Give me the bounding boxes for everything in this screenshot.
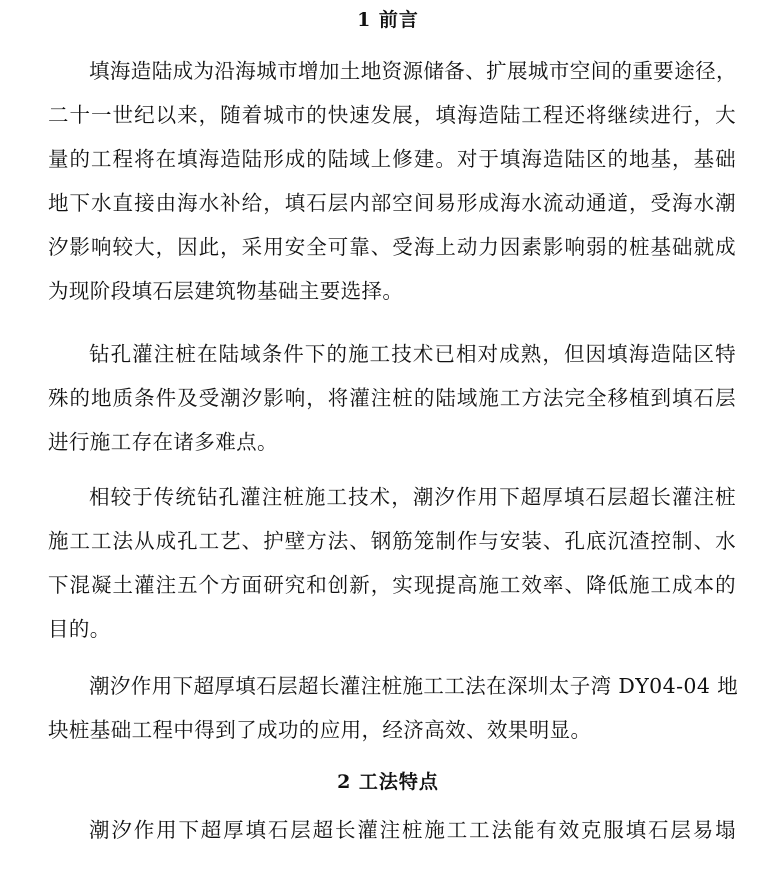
paragraph-line: 填海造陆成为沿海城市增加土地资源储备、扩展城市空间的重要途径， [89, 59, 737, 83]
paragraph-3 [48, 475, 736, 651]
section-heading-features: 2 工法特点 [337, 771, 439, 793]
section-heading-preface: 1 前言 [357, 9, 419, 31]
paragraph-line: 殊的地质条件及受潮汐影响，将灌注桩的陆域施工方法完全移植到填石层 [48, 386, 736, 410]
paragraph-line: 潮汐作用下超厚填石层超长灌注桩施工工法在深圳太子湾 DY04-04 地 [89, 674, 739, 698]
paragraph-line: 目的。 [48, 617, 111, 641]
paragraph-line: 下混凝土灌注五个方面研究和创新，实现提高施工效率、降低施工成本的 [48, 573, 736, 597]
paragraph-line: 块桩基础工程中得到了成功的应用，经济高效、效果明显。 [48, 718, 592, 742]
paragraph-5 [48, 808, 736, 852]
paragraph-line: 汐影响较大，因此，采用安全可靠、受海上动力因素影响弱的桩基础就成 [48, 235, 736, 259]
paragraph-line: 相较于传统钻孔灌注桩施工技术，潮汐作用下超厚填石层超长灌注桩 [89, 485, 736, 509]
paragraph-line: 进行施工存在诸多难点。 [48, 430, 278, 454]
paragraph-line: 潮汐作用下超厚填石层超长灌注桩施工工法能有效克服填石层易塌 [89, 818, 736, 842]
paragraph-line: 为现阶段填石层建筑物基础主要选择。 [48, 279, 404, 303]
paragraph-line: 二十一世纪以来，随着城市的快速发展，填海造陆工程还将继续进行，大 [48, 103, 736, 127]
paragraph-line: 地下水直接由海水补给，填石层内部空间易形成海水流动通道，受海水潮 [48, 191, 736, 215]
paragraph-2 [48, 332, 736, 464]
paragraph-line: 施工工法从成孔工艺、护壁方法、钢筋笼制作与安装、孔底沉渣控制、水 [48, 529, 736, 553]
paragraph-1 [48, 49, 736, 313]
paragraph-line: 钻孔灌注桩在陆域条件下的施工技术已相对成熟，但因填海造陆区特 [89, 342, 736, 366]
paragraph-line: 量的工程将在填海造陆形成的陆域上修建。对于填海造陆区的地基，基础 [48, 147, 736, 171]
paragraph-4 [48, 664, 739, 752]
